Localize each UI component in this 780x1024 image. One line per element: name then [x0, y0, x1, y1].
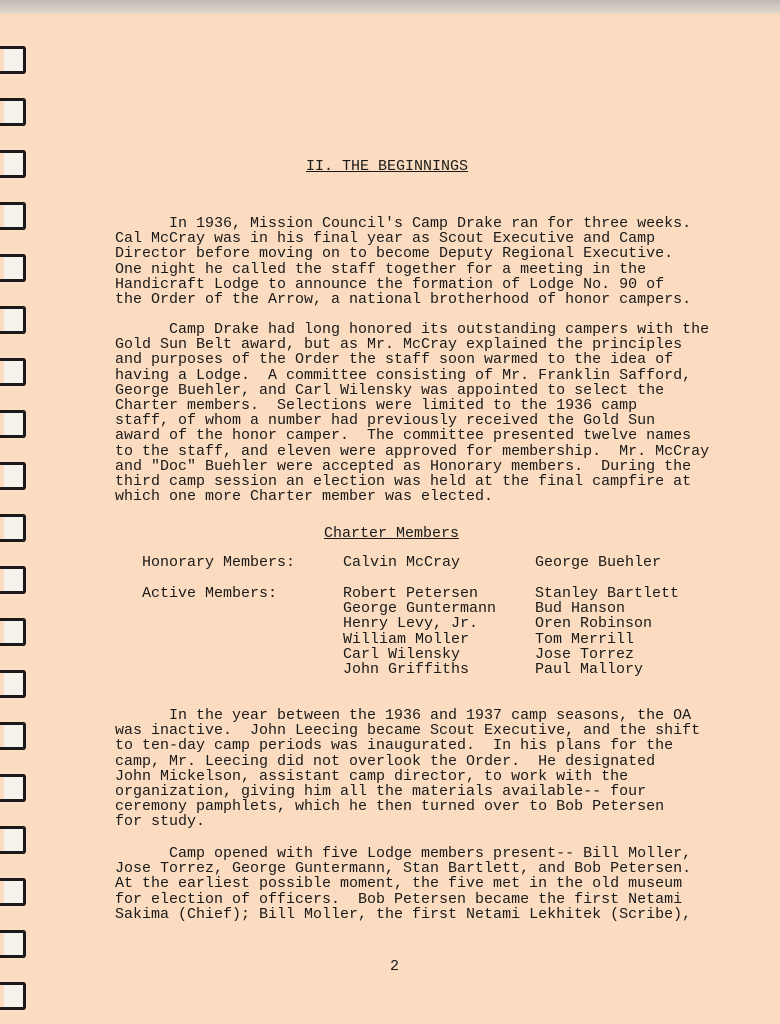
- charter-members-title: Charter Members: [324, 525, 460, 542]
- binding-ring: [4, 982, 26, 1010]
- binding-ring: [4, 98, 26, 126]
- binding-ring: [4, 254, 26, 282]
- binding-ring: [4, 150, 26, 178]
- binding-ring: [4, 930, 26, 958]
- binding-ring: [4, 670, 26, 698]
- binding-ring: [4, 46, 26, 74]
- section-title: II. THE BEGINNINGS: [306, 158, 469, 175]
- binding-ring: [4, 722, 26, 750]
- binding-ring: [4, 878, 26, 906]
- binding-ring: [4, 462, 26, 490]
- page-number: 2: [390, 958, 400, 975]
- paragraph-3: In the year between the 1936 and 1937 camp seasons, the OA was inactive. John Leecing became Scout Executive, and the shift to ten-day camp periods was inaugurated. In his plans for the camp, Mr. Leecing did not overlook the Order. He designated John Mickelson, assistant camp director, to work with the organization, giving him all the materials available-- four ceremony pamphlets, which he then turned over to Bob Petersen for study.: [115, 707, 701, 831]
- binding-ring: [4, 358, 26, 386]
- top-edge: [0, 0, 780, 14]
- paragraph-4: Camp opened with five Lodge members present-- Bill Moller, Jose Torrez, George Guntermann, Stan Bartlett, and Bob Petersen. At the earliest possible moment, the five met in the old museum for election of officers. Bob Petersen became the first Netami Sakima (Chief); Bill Moller, the first Netami Lekhitek (Scribe),: [115, 845, 692, 923]
- binding-ring: [4, 566, 26, 594]
- binding-ring: [4, 410, 26, 438]
- binding-ring: [4, 514, 26, 542]
- spiral-binding: [0, 30, 34, 1024]
- honorary-members-label: Honorary Members:: [142, 554, 296, 571]
- binding-ring: [4, 774, 26, 802]
- active-members-label: Active Members:: [142, 585, 278, 602]
- paragraph-2: Camp Drake had long honored its outstanding campers with the Gold Sun Belt award, but as Mr. McCray explained the principles and purposes of the Order the staff soon warmed to the idea of having a Lodge. A committee consisting of Mr. Franklin Safford, George Buehler, and Carl Wilensky was appointed to select the Charter members. Selections were limited to the 1936 camp staff, of whom a number had previously received the Gold Sun award of the honor camper. The committee presented twelve names to the staff, and eleven were approved for membership. Mr. McCray and "Doc" Buehler were accepted as Honorary members. During the third camp session an election was held at the final campfire at which one more Charter member was elected.: [115, 321, 710, 506]
- active-members-column-1: Robert Petersen George Guntermann Henry Levy, Jr. William Moller Carl Wilensky John Griffiths: [343, 585, 497, 679]
- active-members-column-2: Stanley Bartlett Bud Hanson Oren Robinson Tom Merrill Jose Torrez Paul Mallory: [535, 585, 680, 679]
- binding-ring: [4, 306, 26, 334]
- binding-ring: [4, 202, 26, 230]
- binding-ring: [4, 826, 26, 854]
- paragraph-1: In 1936, Mission Council's Camp Drake ran for three weeks. Cal McCray was in his final year as Scout Executive and Camp Director before moving on to become Deputy Regional Executive. One night he called the staff together for a meeting in the Handicraft Lodge to announce the formation of Lodge No. 90 of the Order of the Arrow, a national brotherhood of honor campers.: [115, 215, 692, 309]
- honorary-member-1: Calvin McCray: [343, 554, 461, 571]
- binding-ring: [4, 618, 26, 646]
- honorary-member-2: George Buehler: [535, 554, 662, 571]
